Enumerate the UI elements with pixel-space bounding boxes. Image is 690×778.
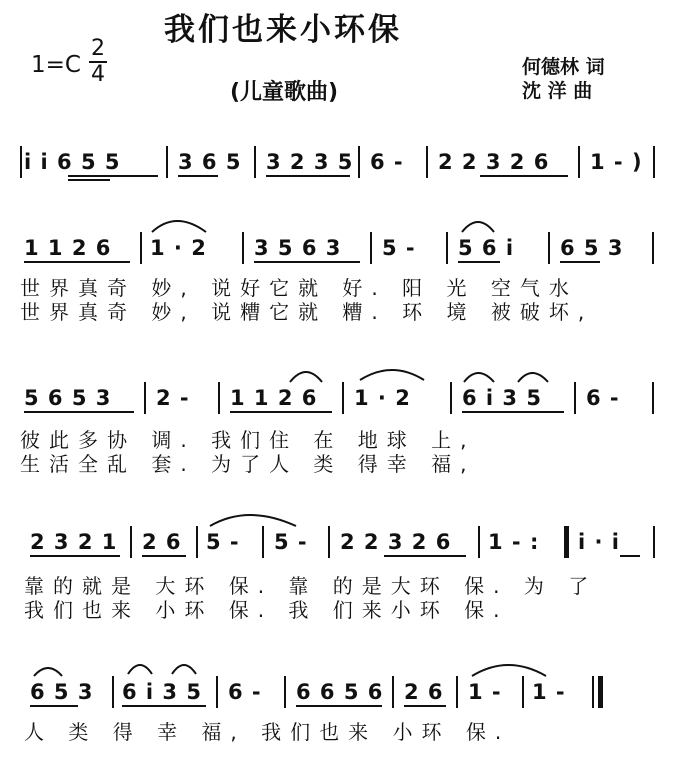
row3-measure4: 1 · 2 [354, 386, 411, 410]
slur [360, 370, 424, 380]
slur [464, 373, 494, 382]
row3-measure3: 1 1 2 6 [230, 386, 318, 410]
row5-measure2: 6 i 3 5 [122, 680, 202, 704]
time-signature-bottom: 4 [91, 62, 105, 87]
row4-measure5: 2 2 3 2 6 [340, 530, 452, 554]
row2-measure2: 1 · 2 [150, 236, 207, 260]
row2-lyrics-verse2: 世界真奇 妙, 说糟它就 糟. 环 境 被破坏, [20, 300, 594, 324]
slur [518, 373, 548, 382]
row2-measure4: 5 - [382, 236, 416, 260]
slur [462, 222, 494, 232]
song-subtitle: (儿童歌曲) [230, 80, 339, 105]
row2-measure1: 1 1 2 6 [24, 236, 112, 260]
row2-measure5: 5 6 i [458, 236, 515, 260]
row1-measure2: 3 6 5 [178, 150, 242, 174]
row4-lyrics-verse2: 我们也来 小环 保. 我 们来小环 保. [24, 598, 509, 622]
row1-measure5: 2 2 3 2 6 [438, 150, 550, 174]
row4-measure6: 1 - : [488, 530, 540, 554]
song-title: 我们也来小环保 [164, 12, 402, 48]
composer-credit: 沈 洋 曲 [522, 80, 593, 102]
row3-measure2: 2 - [156, 386, 190, 410]
row1-measure3: 3 2 3 5 [266, 150, 354, 174]
row2-lyrics-verse1: 世界真奇 妙, 说好它就 好. 阳 光 空气水 [20, 276, 578, 300]
row4-measure1: 2 3 2 1 [30, 530, 118, 554]
row4-lyrics-verse1: 靠的就是 大环 保. 靠 的是大环 保. 为 了 [24, 574, 598, 598]
row1-measure4: 6 - [370, 150, 404, 174]
row2-measure6: 6 5 3 [560, 236, 624, 260]
slur [290, 372, 322, 382]
slur [152, 221, 206, 232]
tie [472, 665, 546, 676]
row1-measure1: i i 6 5 5 [24, 150, 121, 174]
row2-measure3: 3 5 6 3 [254, 236, 342, 260]
row5-measure4: 6 6 5 6 [296, 680, 384, 704]
slur [128, 665, 152, 674]
row3-measure5: 6 i 3 5 [462, 386, 542, 410]
row3-measure1: 5 6 5 3 [24, 386, 112, 410]
row4-measure4: 5 - [274, 530, 308, 554]
row4-measure7: i · i [578, 530, 620, 554]
slur [172, 665, 196, 674]
row1-measure6: 1 - ) [590, 150, 643, 174]
row4-measure2: 2 6 [142, 530, 182, 554]
row5-measure1: 6 5 3 [30, 680, 94, 704]
row5-measure5: 2 6 [404, 680, 444, 704]
row5-lyrics: 人 类 得 幸 福, 我们也来 小环 保. [24, 720, 511, 744]
row3-lyrics-verse2: 生活全乱 套. 为了人 类 得幸 福, [20, 452, 476, 476]
row3-lyrics-verse1: 彼此多协 调. 我们住 在 地球 上, [20, 428, 476, 452]
tie [210, 515, 296, 526]
row3-measure6: 6 - [586, 386, 620, 410]
time-signature-top: 2 [91, 36, 105, 61]
row5-measure7: 1 - [532, 680, 566, 704]
row5-measure6: 1 - [468, 680, 502, 704]
slur [34, 668, 62, 676]
row5-measure3: 6 - [228, 680, 262, 704]
row4-measure3: 5 - [206, 530, 240, 554]
lyricist-credit: 何德林 词 [522, 56, 605, 78]
key-signature: 1=C [31, 52, 81, 78]
